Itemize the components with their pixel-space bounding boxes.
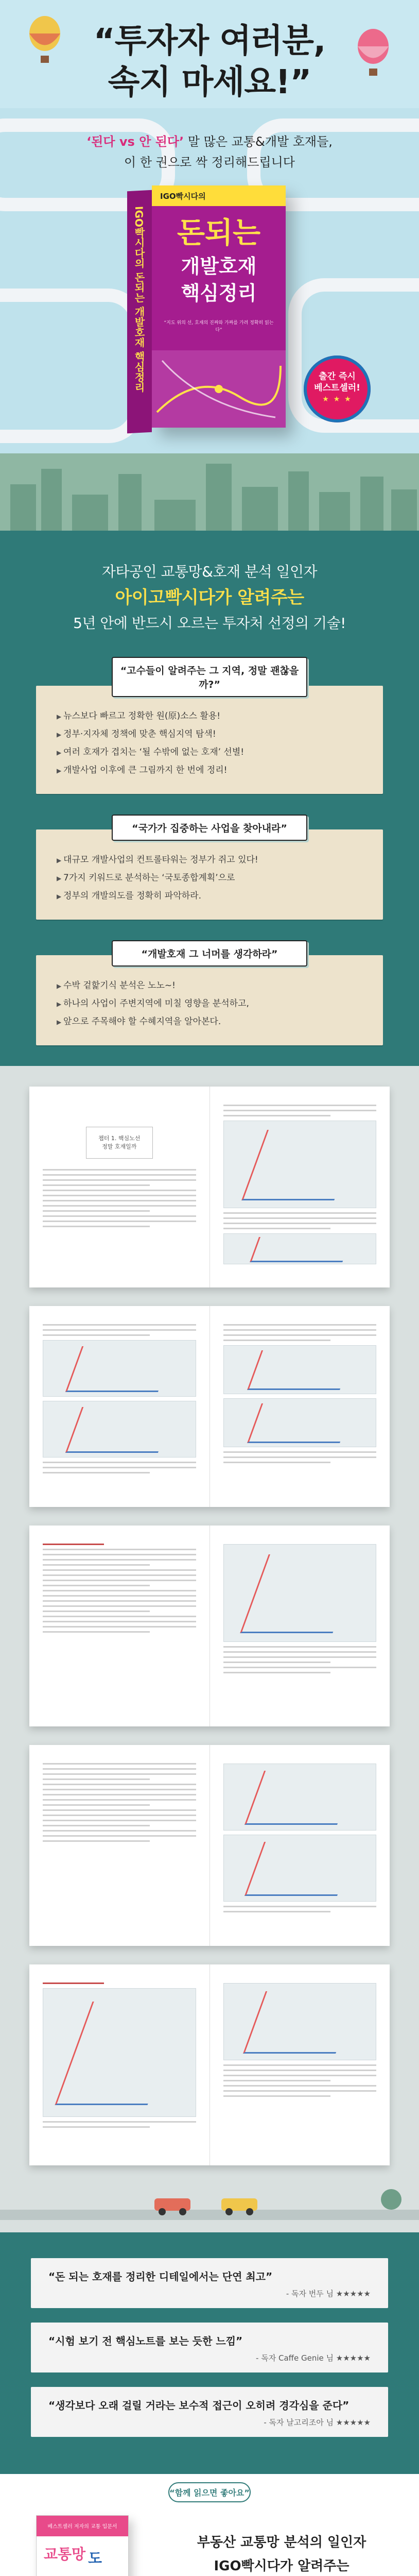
car-road-illustration (0, 2184, 419, 2220)
book-blurb: “지도 위의 선, 호재의 진짜와 가짜를 가려 정확히 읽는다” (164, 320, 274, 333)
sample-map-figure (223, 1121, 377, 1208)
sample-page-right (210, 1526, 390, 1726)
hero-headline-line2: 속지 마세요!” (108, 63, 311, 101)
sample-page-left (29, 1964, 210, 2165)
sample-page-left (29, 1306, 210, 1507)
review-quote: “시험 보기 전 핵심노트를 보는 듯한 느낌” (48, 2335, 243, 2347)
hero-subheadline (0, 131, 419, 173)
book-spine-title: IGO빡시다의 돈되는 개발호재 핵심정리 (133, 206, 145, 393)
callout-item: ▶ 수박 겉핥기식 분석은 노노~! (57, 977, 362, 995)
sample-page-left (29, 1745, 210, 1946)
sample-map-figure (223, 1983, 377, 2060)
hero-headline-line1: “투자자 여러분, (93, 22, 326, 60)
callout-title: “고수들이 알려주는 그 지역, 정말 괜찮을까?” (112, 657, 307, 697)
sample-page-left (29, 1087, 210, 1287)
related-book-cover (36, 2515, 129, 2576)
review-quote: “돈 되는 호재를 정리한 디테일에서는 단연 최고” (48, 2270, 273, 2283)
sample-map-figure (223, 1233, 377, 1264)
callout-item: ▶ 앞으로 주목해야 할 수혜지역을 알아본다. (57, 1013, 362, 1031)
map-lines-icon (152, 350, 286, 428)
tree-icon (381, 2189, 401, 2210)
review-card (31, 2323, 388, 2372)
callout-list (36, 955, 383, 1045)
hero-sub-emphasis: ‘된다 vs 안 된다’ (86, 134, 184, 149)
related-book-section (0, 2474, 419, 2576)
callout-block (36, 815, 383, 920)
hero-section (0, 0, 419, 531)
callout-list (36, 829, 383, 920)
review-author: - 독자 날고리조아 님 ★★★★★ (264, 2418, 371, 2427)
book-cover-map (152, 350, 286, 428)
related-book-tag: “함께 읽으면 좋아요” (168, 2482, 251, 2502)
sample-spread (29, 1087, 390, 1287)
hero-sub-line1: 말 많은 교통&개발 호재들, (187, 134, 333, 149)
callout-item: ▶ 뉴스보다 빠르고 정확한 원(原)소스 활용! (57, 707, 362, 725)
sample-page-right (210, 1745, 390, 1946)
sample-page-right (210, 1964, 390, 2165)
review-quote: “생각보다 오래 걸릴 거라는 보수적 접근이 오히려 경각심을 준다” (48, 2399, 350, 2412)
sample-spread (29, 1526, 390, 1726)
book-cover (133, 185, 286, 428)
related-line2: IGO빡시다가 알려주는 (214, 2558, 350, 2574)
book-title-line1: 돈되는 (177, 216, 261, 250)
road-decoration (0, 289, 144, 443)
sample-map-figure (43, 1401, 196, 1458)
hero-headline (0, 21, 419, 103)
callout-block (36, 940, 383, 1045)
sample-map-figure (43, 1340, 196, 1397)
callout-block (36, 657, 383, 794)
sample-page-right (210, 1087, 390, 1287)
book-title-line2: 개발호재 (181, 255, 257, 278)
review-author: - 독자 Caffe Genie 님 ★★★★★ (256, 2353, 371, 2363)
chapter-card: 챕터 1. 핵심노선 정말 호재일까 (86, 1127, 153, 1159)
book-title-line3: 핵심정리 (181, 282, 257, 304)
callout-list (36, 686, 383, 794)
sample-map-figure (223, 1764, 377, 1831)
intro-text (0, 559, 419, 636)
callout-item: ▶ 대규모 개발사업의 컨트롤타워는 정부가 쥐고 있다! (57, 851, 362, 869)
sample-map-figure (223, 1345, 377, 1394)
sample-pages-section (0, 1066, 419, 2232)
hero-sub-line2: 이 한 권으로 싹 정리해드립니다 (124, 155, 295, 170)
badge-stars: ★ ★ ★ (322, 395, 352, 403)
sample-page-right (210, 1306, 390, 1507)
review-author: - 독자 번두 님 ★★★★★ (286, 2289, 371, 2298)
sample-map-figure (223, 1398, 377, 1447)
related-book-title-b: 도 (88, 2550, 102, 2567)
related-book-description (165, 2531, 398, 2576)
callout-item: ▶ 개발사업 이후에 큰 그림까지 한 번에 정리! (57, 761, 362, 779)
intro-line3: 5년 안에 반드시 오르는 투자처 선정의 기술! (73, 615, 346, 632)
city-skyline (0, 453, 419, 531)
callout-item: ▶ 여러 호재가 겹치는 ‘될 수밖에 없는 호재’ 선별! (57, 743, 362, 761)
sample-map-figure (223, 1835, 377, 1902)
sample-map-figure (43, 1988, 196, 2117)
book-spine (127, 190, 152, 434)
callout-item: ▶ 정부·지자체 정책에 맞춘 핵심지역 탐색! (57, 725, 362, 743)
sample-map-figure (223, 1544, 377, 1642)
callout-title: “개발호재 그 너머를 생각하라” (112, 940, 307, 967)
intro-line1: 자타공인 교통망&호재 분석 일인자 (101, 563, 318, 580)
callout-item: ▶ 7가지 키워드로 분석하는 ‘국토종합계획’으로 (57, 869, 362, 887)
review-card (31, 2258, 388, 2308)
badge-line2: 베스트셀러! (314, 383, 360, 393)
callout-item: ▶ 하나의 사업이 주변지역에 미칠 영향을 분석하고, (57, 995, 362, 1013)
callout-item: ▶ 정부의 개발의도를 정확히 파악하라. (57, 887, 362, 905)
book-author: IGO빡시다의 (160, 192, 206, 201)
sample-page-left (29, 1526, 210, 1726)
bestseller-badge (304, 355, 371, 422)
intro-line2: 아이고빡시다가 알려주는 (115, 587, 304, 608)
callout-title: “국가가 집중하는 사업을 찾아내라” (112, 815, 307, 841)
sample-spread (29, 1745, 390, 1946)
related-line1: 부동산 교통망 분석의 일인자 (197, 2535, 366, 2550)
review-card (31, 2387, 388, 2437)
sample-spread (29, 1964, 390, 2165)
related-book-title-a: 교통망 (44, 2546, 86, 2563)
promo-section (0, 531, 419, 1066)
badge-line1: 출간 즉시 (319, 371, 356, 382)
reviews-section (0, 2232, 419, 2474)
sample-spread (29, 1306, 390, 1507)
related-book-banner: 베스트셀러 저자의 교통 입문서 (37, 2516, 128, 2536)
